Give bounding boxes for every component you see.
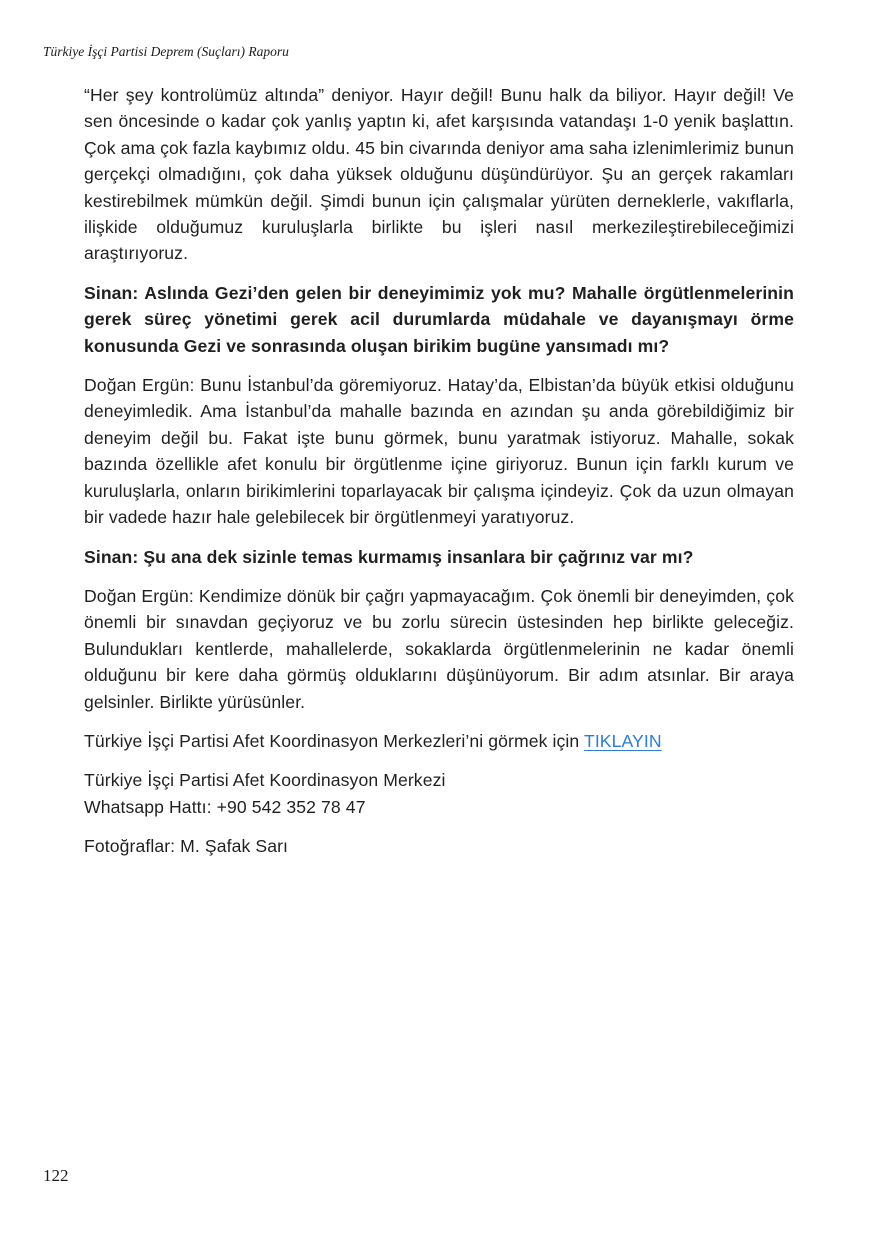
link-line-text: Türkiye İşçi Partisi Afet Koordinasyon Merkezleri’ni görmek için: [84, 730, 584, 751]
paragraph-contact: [84, 767, 794, 820]
paragraph-link-line: [84, 728, 794, 754]
paragraph-photo-credits: Fotoğraflar: M. Şafak Sarı: [84, 836, 289, 857]
paragraph-question-1: Sinan: Aslında Gezi’den gelen bir deneyimimiz yok mu? Mahalle örgütlenmelerinin gerek süreç yönetimi gerek acil durumlarda müdahale ve dayanışmayı örme konusunda Gezi ve sonrasında oluşan birikim bugüne yansımadı mı?: [84, 282, 794, 356]
contact-org-name: Türkiye İşçi Partisi Afet Koordinasyon Merkezi: [84, 770, 446, 791]
page-number: 122: [43, 1166, 69, 1185]
paragraph-answer-2: Doğan Ergün: Kendimize dönük bir çağrı yapmayacağım. Çok önemli bir deneyimden, çok önemli bir sınavdan geçiyoruz ve bu zorlu sürecin üstesinden hep birlikte geleceğiz. Bulundukları kentlerde, mahallelerde, sokaklarda örgütlenmelerinin ne kadar önemli olduğunu bir kere daha görmüş olduklarını düşünüyorum. Bir adım atsınlar. Bir araya gelsinler. Birlikte yürüsünler.: [84, 585, 794, 712]
paragraph-answer-intro: “Her şey kontrolümüz altında” deniyor. Hayır değil! Bunu halk da biliyor. Hayır değil! Ve sen öncesinde o kadar çok yanlış yaptın ki, afet karşısında vatandaşı 1-0 yenik başlattın. Çok ama çok fazla kaybımız oldu. 45 bin civarında deniyor ama saha izlenimlerimiz bunun gerçekçi olmadığını, çok daha yüksek olduğunu düşündürüyor. Şu an gerçek rakamları kestirebilmek mümkün değil. Şimdi bunun için çalışmalar yürüten derneklerle, vakıflarla, ilişkide olduğumuz kuruluşlarla birlikte bu işleri nasıl merkezileştirebileceğimizi araştırıyoruz.: [84, 85, 794, 264]
page-body: [84, 82, 794, 873]
running-header: Türkiye İşçi Partisi Deprem (Suçları) Raporu: [43, 44, 289, 59]
tiklayin-link[interactable]: TIKLAYIN: [583, 730, 662, 751]
paragraph-answer-1: Doğan Ergün: Bunu İstanbul’da göremiyoruz. Hatay’da, Elbistan’da büyük etkisi olduğunu deneyimledik. Ama İstanbul’da mahalle bazında en azından şu anda görebildiğimiz bir deneyim değil bu. Fakat işte bunu görmek, bunu yaratmak istiyoruz. Mahalle, sokak bazında özellikle afet konulu bir örgütlenme içine giriyoruz. Bunun için farklı kurum ve kuruluşlarla, onların birikimlerini toparlayacak bir çalışma içindeyiz. Çok da uzun olmayan bir vadede hazır hale gelebilecek bir örgütlenmeyi yaratıyoruz.: [84, 375, 794, 528]
contact-whatsapp-line: Whatsapp Hattı: +90 542 352 78 47: [84, 796, 366, 817]
paragraph-question-2: Sinan: Şu ana dek sizinle temas kurmamış insanlara bir çağrınız var mı?: [84, 546, 694, 567]
